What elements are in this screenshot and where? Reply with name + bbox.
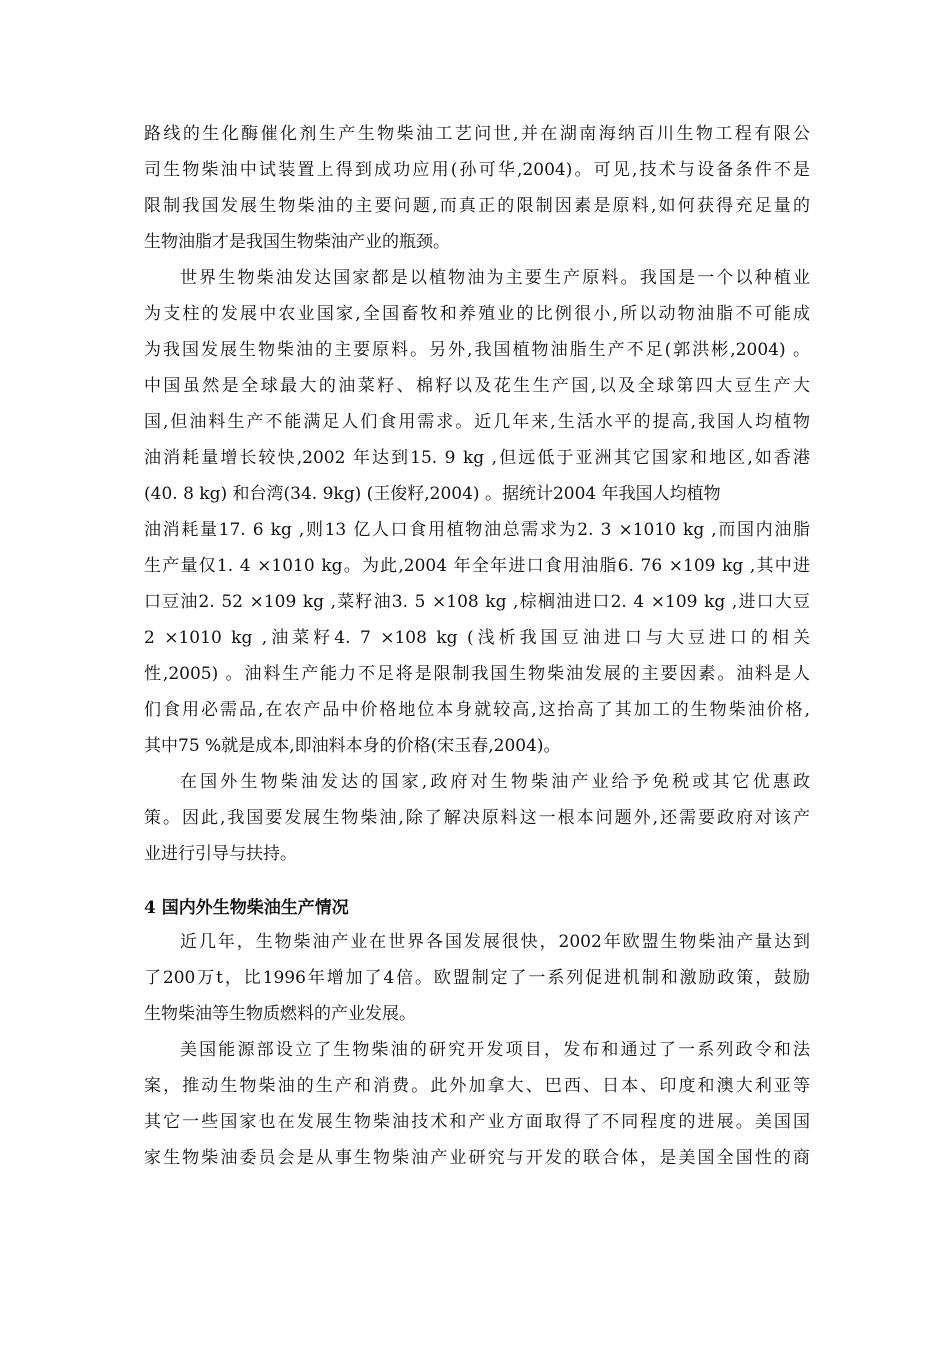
text-line: 近几年，生物柴油产业在世界各国发展很快，2002年欧盟生物柴油产量达到 <box>180 932 810 952</box>
text-line: 家生物柴油委员会是从事生物柴油产业研究与开发的联合体，是美国全国性的商 <box>144 1148 810 1168</box>
section-4-paragraph-1 <box>144 924 810 1032</box>
text-line: 为我国发展生物柴油的主要原料。另外,我国植物油脂生产不足(郭洪彬,2004) 。 <box>144 340 810 360</box>
text-line: 性,2005) 。油料生产能力不足将是限制我国生物柴油发展的主要因素。油料是人 <box>144 664 810 684</box>
text-line: 限制我国发展生物柴油的主要问题,而真正的限制因素是原料,如何获得充足量的 <box>144 196 810 216</box>
text-line: 生物柴油等生物质燃料的产业发展。 <box>144 1004 416 1024</box>
paragraph-1 <box>144 116 810 260</box>
text-line: 油消耗量增长较快,2002 年达到15. 9 kg ,但远低于亚洲其它国家和地区,如香港 <box>144 448 810 468</box>
section-heading: 4 国内外生物柴油生产情况 <box>144 898 349 918</box>
text-line: 路线的生化酶催化剂生产生物柴油工艺问世,并在湖南海纳百川生物工程有限公 <box>144 124 810 144</box>
text-line: 世界生物柴油发达国家都是以植物油为主要生产原料。我国是一个以种植业 <box>180 268 810 288</box>
paragraph-2 <box>144 260 810 764</box>
text-line: 生产量仅1. 4 ×1010 kg。为此,2004 年全年进口食用油脂6. 76 ×109 kg ,其中进 <box>144 556 810 576</box>
text-line: 案，推动生物柴油的生产和消费。此外加拿大、巴西、日本、印度和澳大利亚等 <box>144 1076 810 1096</box>
text-line: 生物油脂才是我国生物柴油产业的瓶颈。 <box>144 232 450 252</box>
text-line: 司生物柴油中试装置上得到成功应用(孙可华,2004)。可见,技术与设备条件不是 <box>144 160 810 180</box>
text-line: 在国外生物柴油发达的国家,政府对生物柴油产业给予免税或其它优惠政 <box>180 772 810 792</box>
text-line: 美国能源部设立了生物柴油的研究开发项目，发布和通过了一系列政令和法 <box>180 1040 810 1060</box>
text-line: 其它一些国家也在发展生物柴油技术和产业方面取得了不同程度的进展。美国国 <box>144 1112 810 1132</box>
text-line: (40. 8 kg) 和台湾(34. 9kg) (王俊籽,2004) 。据统计2004 年我国人均植物 <box>144 484 721 504</box>
text-line: 油消耗量17. 6 kg ,则13 亿人口食用植物油总需求为2. 3 ×1010 kg ,而国内油脂 <box>144 520 810 540</box>
text-line: 口豆油2. 52 ×109 kg ,菜籽油3. 5 ×108 kg ,棕榈油进口2. 4 ×109 kg ,进口大豆 <box>144 592 810 612</box>
section-4-paragraph-2 <box>144 1032 810 1176</box>
text-line: 们食用必需品,在农产品中价格地位本身就较高,这抬高了其加工的生物柴油价格, <box>144 700 810 720</box>
text-line: 策。因此,我国要发展生物柴油,除了解决原料这一根本问题外,还需要政府对该产 <box>144 808 810 828</box>
text-line: 其中75 %就是成本,即油料本身的价格(宋玉春,2004)。 <box>144 736 561 756</box>
text-line: 2 ×1010 kg ,油菜籽4. 7 ×108 kg (浅析我国豆油进口与大豆进口的相关 <box>144 628 810 648</box>
text-line: 国,但油料生产不能满足人们食用需求。近几年来,生活水平的提高,我国人均植物 <box>144 412 810 432</box>
document-page <box>144 116 810 1176</box>
text-line: 中国虽然是全球最大的油菜籽、棉籽以及花生生产国,以及全球第四大豆生产大 <box>144 376 810 396</box>
text-line: 了200万t，比1996年增加了4倍。欧盟制定了一系列促进机制和激励政策，鼓励 <box>144 968 810 988</box>
text-line: 业进行引导与扶持。 <box>144 844 297 864</box>
paragraph-3 <box>144 764 810 872</box>
text-line: 为支柱的发展中农业国家,全国畜牧和养殖业的比例很小,所以动物油脂不可能成 <box>144 304 810 324</box>
